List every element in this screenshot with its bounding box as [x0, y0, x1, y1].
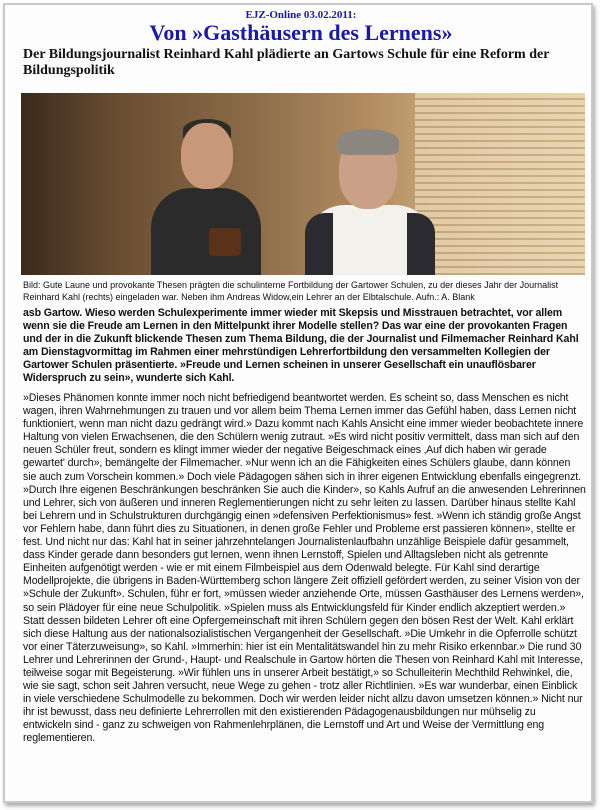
- person-left-head: [181, 123, 233, 189]
- article-photo: [21, 93, 585, 275]
- photo-caption: Bild: Gute Laune und provokante Thesen prägten die schulinterne Fortbildung der Gartower Schulen, zu der dieses Jahr der Journalist Reinhard Kahl (rechts) eingeladen war. Neben ihm Andreas Widow,ein Lehrer an der Elbtalschule. Aufn.: A. Blank: [23, 280, 559, 302]
- cup: [209, 228, 241, 256]
- lead-paragraph: asb Gartow. Wieso werden Schulexperimente immer wieder mit Skepsis und Misstrauen betrachtet, vor allem wenn sie die Freude am Lernen in den Mittelpunkt ihrer Modelle stellen? Das war eine der provokanten Fragen und der in die Zukunft blickende Thesen zum Thema Bildung, die der Journalist und Filmemacher Reinhard Kahl am Dienstagvormittag im Rahmen einer mehrstündigen Lehrerfortbildung den versammelten Kollegien der Gartower Schulen präsentierte. »Freude und Lernen scheinen in unserer Gesellschaft ein unauflösbarer Widerspruch zu sein», wunderte sich Kahl.: [23, 307, 579, 384]
- person-left-body: [151, 188, 261, 275]
- person-right-hair: [337, 129, 399, 155]
- subheadline: Der Bildungsjournalist Reinhard Kahl plädierte an Gartows Schule für eine Reform der Bildungspolitik: [23, 47, 550, 78]
- headline: Von »Gasthäusern des Lernens»: [149, 20, 453, 45]
- source-line: EJZ-Online 03.02.2011:: [245, 9, 357, 21]
- person-right-jacket-left: [305, 213, 333, 275]
- article-frame: [3, 3, 593, 803]
- window-blinds: [415, 93, 585, 275]
- person-right-jacket-right: [407, 213, 435, 275]
- body-paragraph: »Dieses Phänomen konnte immer noch nicht befriedigend beantwortet werden. Es scheint so, dass Menschen es nicht wagen, ihren Wahrnehmungen zu trauen und vor allem beim Thema Lernen immer das Gefühl haben, dass Lernen nicht funktioniert, wenn man nicht dazu gedrängt wird.» Dazu kommt nach Kahls Ansicht eine immer wieder beobachtete innere Haltung von vielen Erwachsenen, die den Schülern wenig zutraut. »Es wird nicht positiv vermittelt, dass man sich auf den neuen Schüler freut, sondern es klingt immer wieder der negative Beigeschmack eines ‚Auf dich haben wir gerade gewartet' durch», bemängelte der Filmemacher. »Nur wenn ich an die Fähigkeiten eines Schülers glaube, dann können sie auch zum Vorschein kommen.» Doch viele Pädagogen sähen sich in ihrer eigenen Entwicklung ebenfalls eingegrenzt. »Durch Ihre eigenen Beschränkungen beschränken Sie auch die Kinder», so Kahls Aufruf an die anwesenden Lehrerinnen und Lehrer, sich von äußeren und inneren Reglementierungen nicht zu sehr leiten zu lassen. Darüber hinaus stellte Kahl bei Lehrern und in Schulstrukturen durchgängig einen »defensiven Perfektionismus» fest. »Wenn ich ständig große Angst vor Fehlern habe, dann führt dies zu Situationen, in denen große Fehler und Probleme erst passieren können», stellte er fest. Und nicht nur das: Kahl hat in seiner jahrzehntelangen Journalistenlaufbahn unzählige Beispiele dafür gesammelt, dass Kinder gerade dann besonders gut lernen, wenn ihnen Lernstoff, Spielen und Alltagsleben nicht als getrennte Einheiten aufgenötigt werden - wie er mit einem Filmbeispiel aus dem Odenwald belegte. Für Kahl sind derartige Modellprojekte, die übrigens in Baden-Württemberg schon längere Zeit offiziell gefördert werden, zu seiner Vision von der »Schule der Zukunft». Schulen, führ er fort, »müssen wieder anziehende Orte, müssen Gasthäuser des Lernens werden», so sein Plädoyer für eine neue Schulpolitik. »Spielen muss als Entwicklungsfeld für Kinder endlich akzeptiert werden.» Statt dessen bildeten Lehrer oft eine Opfergemeinschaft mit ihren Schülern gegen den bösen Rest der Welt. Kahl erklärt sich diese Haltung aus der nationalsozialistischen Vergangenheit der Gesellschaft. »Die Umkehr in die Opferrolle schützt vor einer Täterzuweisung», so Kahl. »Immerhin: hier ist ein Mentalitätswandel hin zu mehr Risiko erkennbar.» Die rund 30 Lehrer und Lehrerinnen der Grund-, Haupt- und Realschule in Gartow hörten die Thesen von Reinhard Kahl mit Interesse, teilweise sogar mit Begeisterung. »Wir fühlen uns in unserer Arbeit bestätigt,» so Schulleiterin Mechthild Rehwinkel, die, wie sie sagt, schon seit Jahren versucht, neue Wege zu gehen - trotz aller Richtlinien. »Es war wunderbar, einen Einblick in viele verschiedene Schulmodelle zu bekommen. Doch wir werden leider nicht allzu davon umsetzen können.» Nicht nur ihr ist bewusst, dass neu definierte Lehrerrollen mit den existierenden Pädagogenausbildungen nur mühselig zu entwickeln sind - ganz zu schweigen von Rahmenlehrplänen, die Lernstoff und Art und Weise der Vermittlung eng reglementieren.: [23, 392, 586, 745]
